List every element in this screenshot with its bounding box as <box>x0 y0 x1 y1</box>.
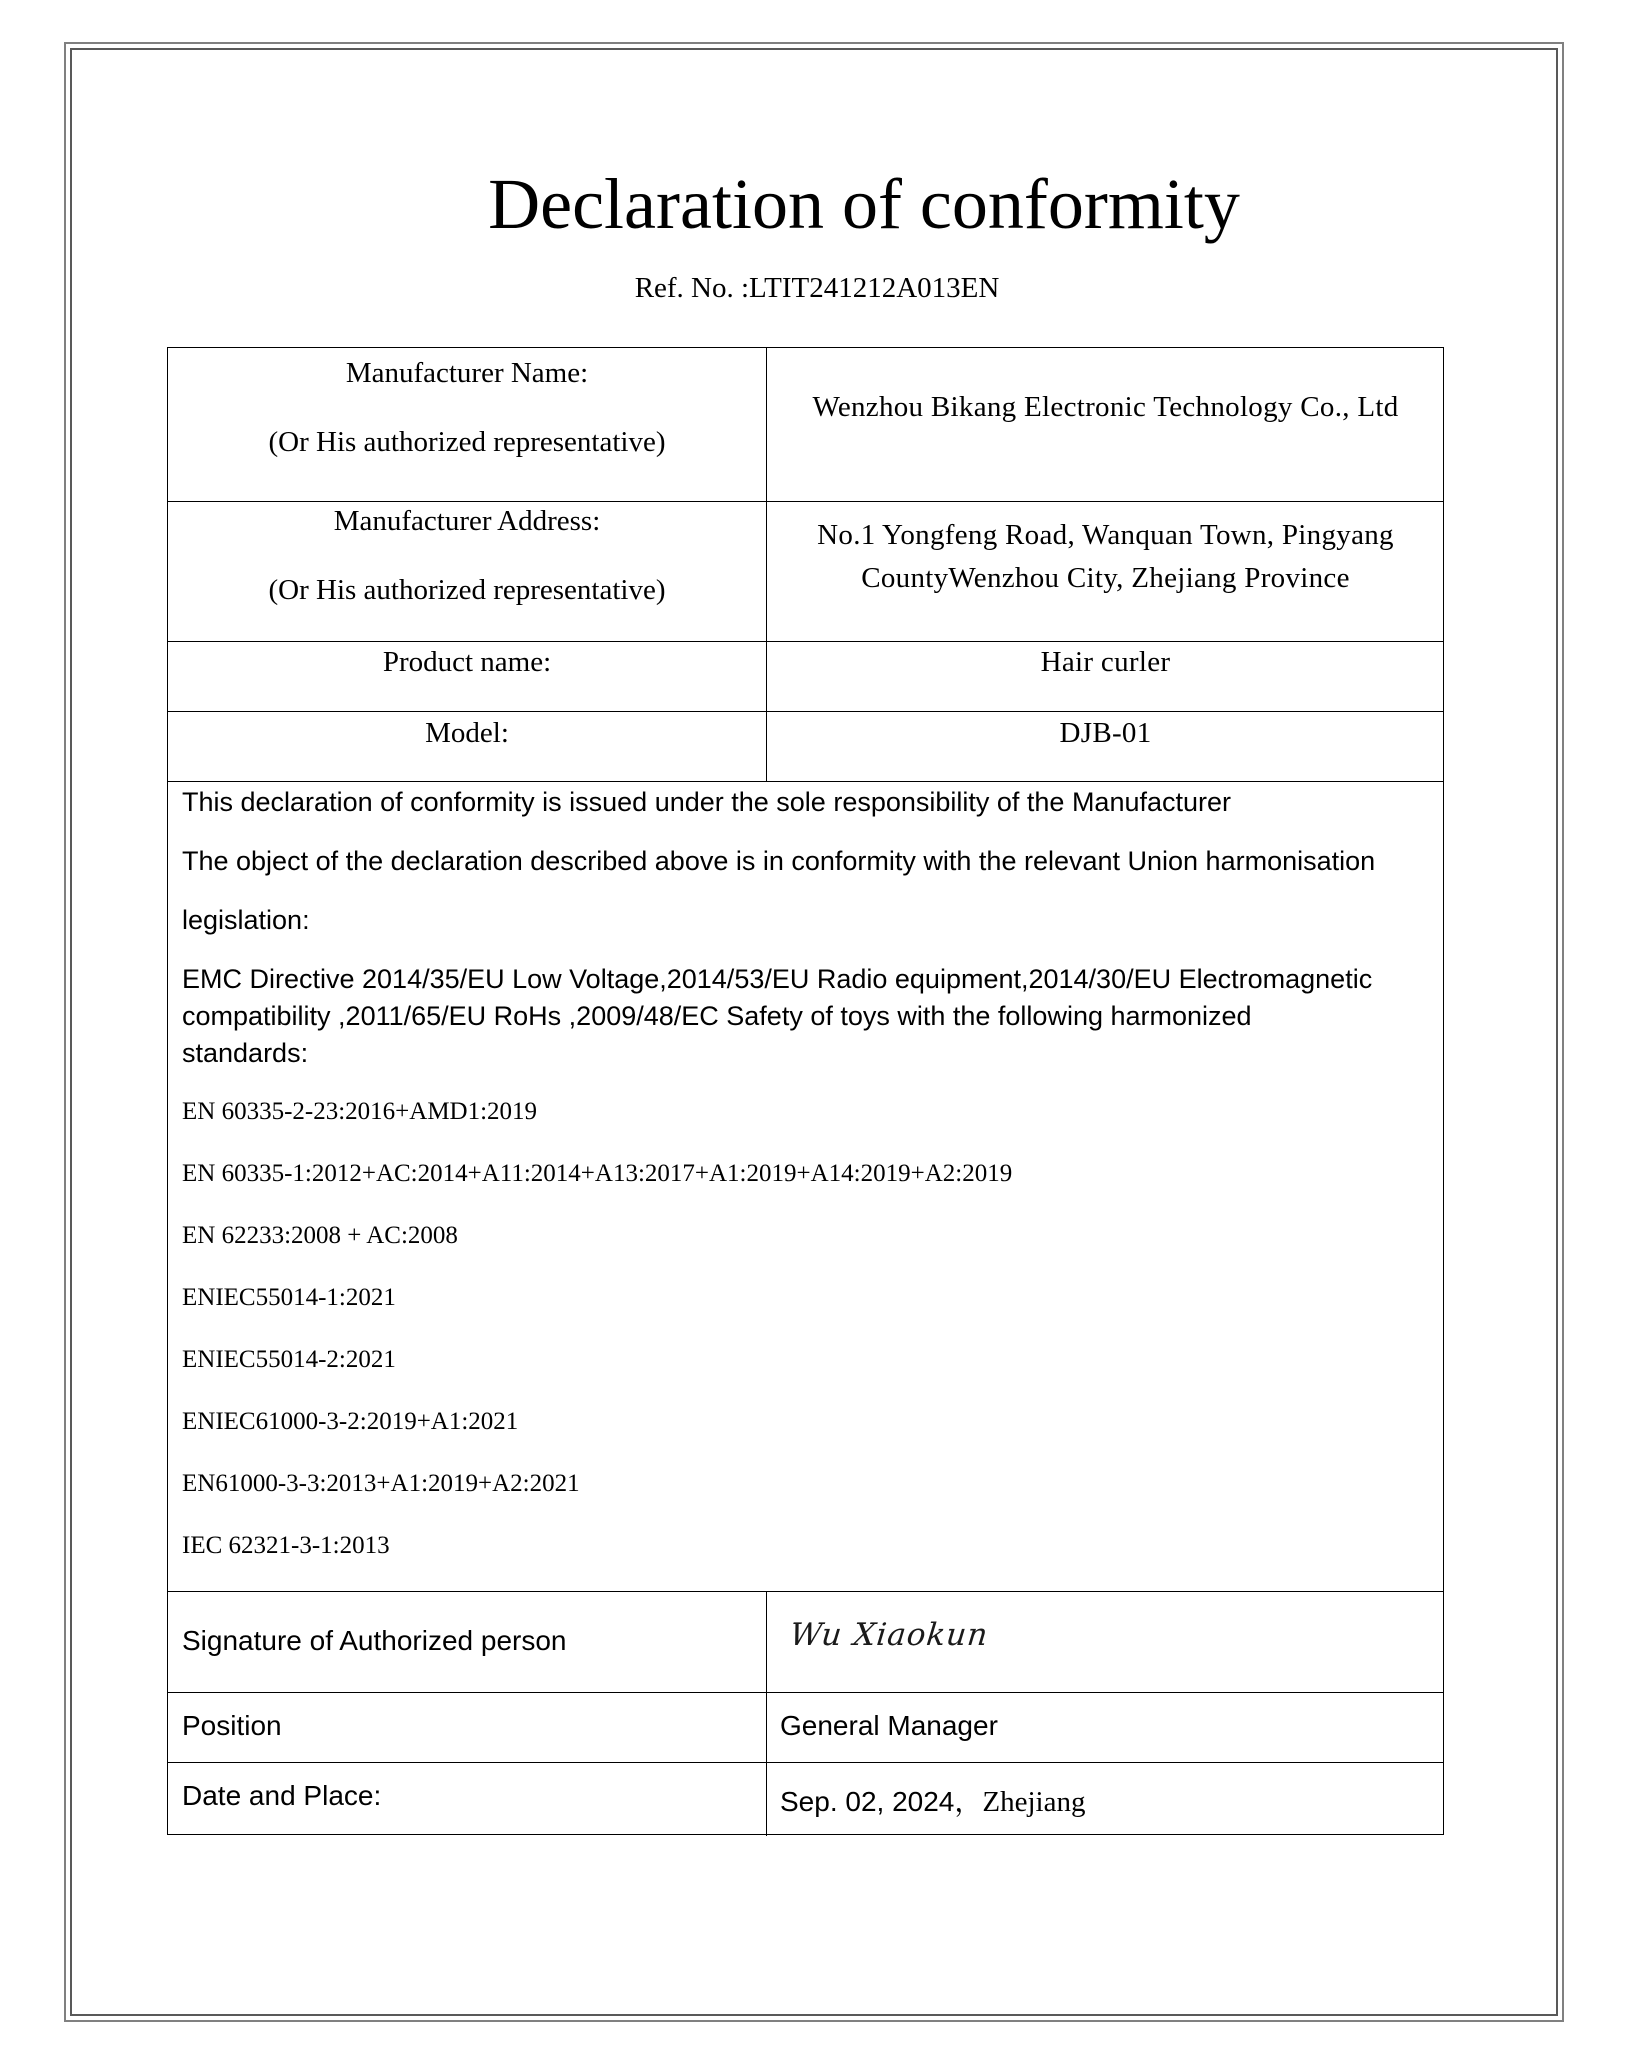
reference-number: Ref. No. :LTIT241212A013EN <box>634 272 1000 304</box>
standard-item: IEC 62321-3-1:2013 <box>182 1532 390 1559</box>
date-place-label: Date and Place: <box>182 1780 382 1811</box>
standard-item: ENIEC55014-2:2021 <box>182 1346 396 1373</box>
product-name-value: Hair curler <box>1040 646 1171 678</box>
manufacturer-name-label: Manufacturer Name: <box>345 357 589 389</box>
column-divider <box>766 1591 767 1836</box>
manufacturer-address-sublabel: (Or His authorized representative) <box>268 574 666 606</box>
directives-line-1: EMC Directive 2014/35/EU Low Voltage,2014/53/EU Radio equipment,2014/30/EU Electromagnetic <box>182 964 1373 994</box>
standard-item: EN61000-3-3:2013+A1:2019+A2:2021 <box>182 1470 580 1497</box>
directives-line-3: standards: <box>182 1038 309 1068</box>
manufacturer-name-sublabel: (Or His authorized representative) <box>268 426 666 458</box>
position-value: General Manager <box>780 1710 998 1741</box>
row-divider <box>168 501 1443 502</box>
date-place-value <box>780 1780 1085 1820</box>
declaration-legislation: legislation: <box>182 905 310 935</box>
standard-item: ENIEC61000-3-2:2019+A1:2021 <box>182 1408 519 1435</box>
declaration-conformity: The object of the declaration described above is in conformity with the relevant Union harmonisation <box>182 846 1376 876</box>
standard-item: EN 60335-2-23:2016+AMD1:2019 <box>182 1098 538 1125</box>
manufacturer-address-label: Manufacturer Address: <box>333 505 601 537</box>
place-value: Zhejiang <box>982 1786 1086 1818</box>
handwritten-signature: Wu Xiaokun <box>788 1617 991 1653</box>
document-title: Declaration of conformity <box>488 164 1240 244</box>
manufacturer-address-line1: No.1 Yongfeng Road, Wanquan Town, Pingyang <box>817 519 1394 551</box>
product-name-label: Product name: <box>382 646 552 678</box>
declaration-table <box>167 347 1444 1835</box>
row-divider <box>168 1692 1443 1693</box>
signature-label: Signature of Authorized person <box>182 1625 567 1656</box>
model-label: Model: <box>425 717 509 749</box>
position-label: Position <box>182 1710 282 1741</box>
row-divider <box>168 1762 1443 1763</box>
standard-item: ENIEC55014-1:2021 <box>182 1284 396 1311</box>
declaration-responsibility: This declaration of conformity is issued under the sole responsibility of the Manufacturer <box>182 787 1232 817</box>
model-value: DJB-01 <box>1059 717 1152 749</box>
manufacturer-address-line2: CountyWenzhou City, Zhejiang Province <box>861 562 1350 594</box>
date-value: Sep. 02, 2024， <box>780 1786 983 1817</box>
directives-line-2: compatibility ,2011/65/EU RoHs ,2009/48/EC Safety of toys with the following harmonized <box>182 1001 1252 1031</box>
standard-item: EN 62233:2008 + AC:2008 <box>182 1222 458 1249</box>
manufacturer-name-value: Wenzhou Bikang Electronic Technology Co., Ltd <box>812 391 1399 423</box>
row-divider <box>168 781 1443 782</box>
standard-item: EN 60335-1:2012+AC:2014+A11:2014+A13:2017+A1:2019+A14:2019+A2:2019 <box>182 1160 1013 1187</box>
row-divider <box>168 1591 1443 1592</box>
